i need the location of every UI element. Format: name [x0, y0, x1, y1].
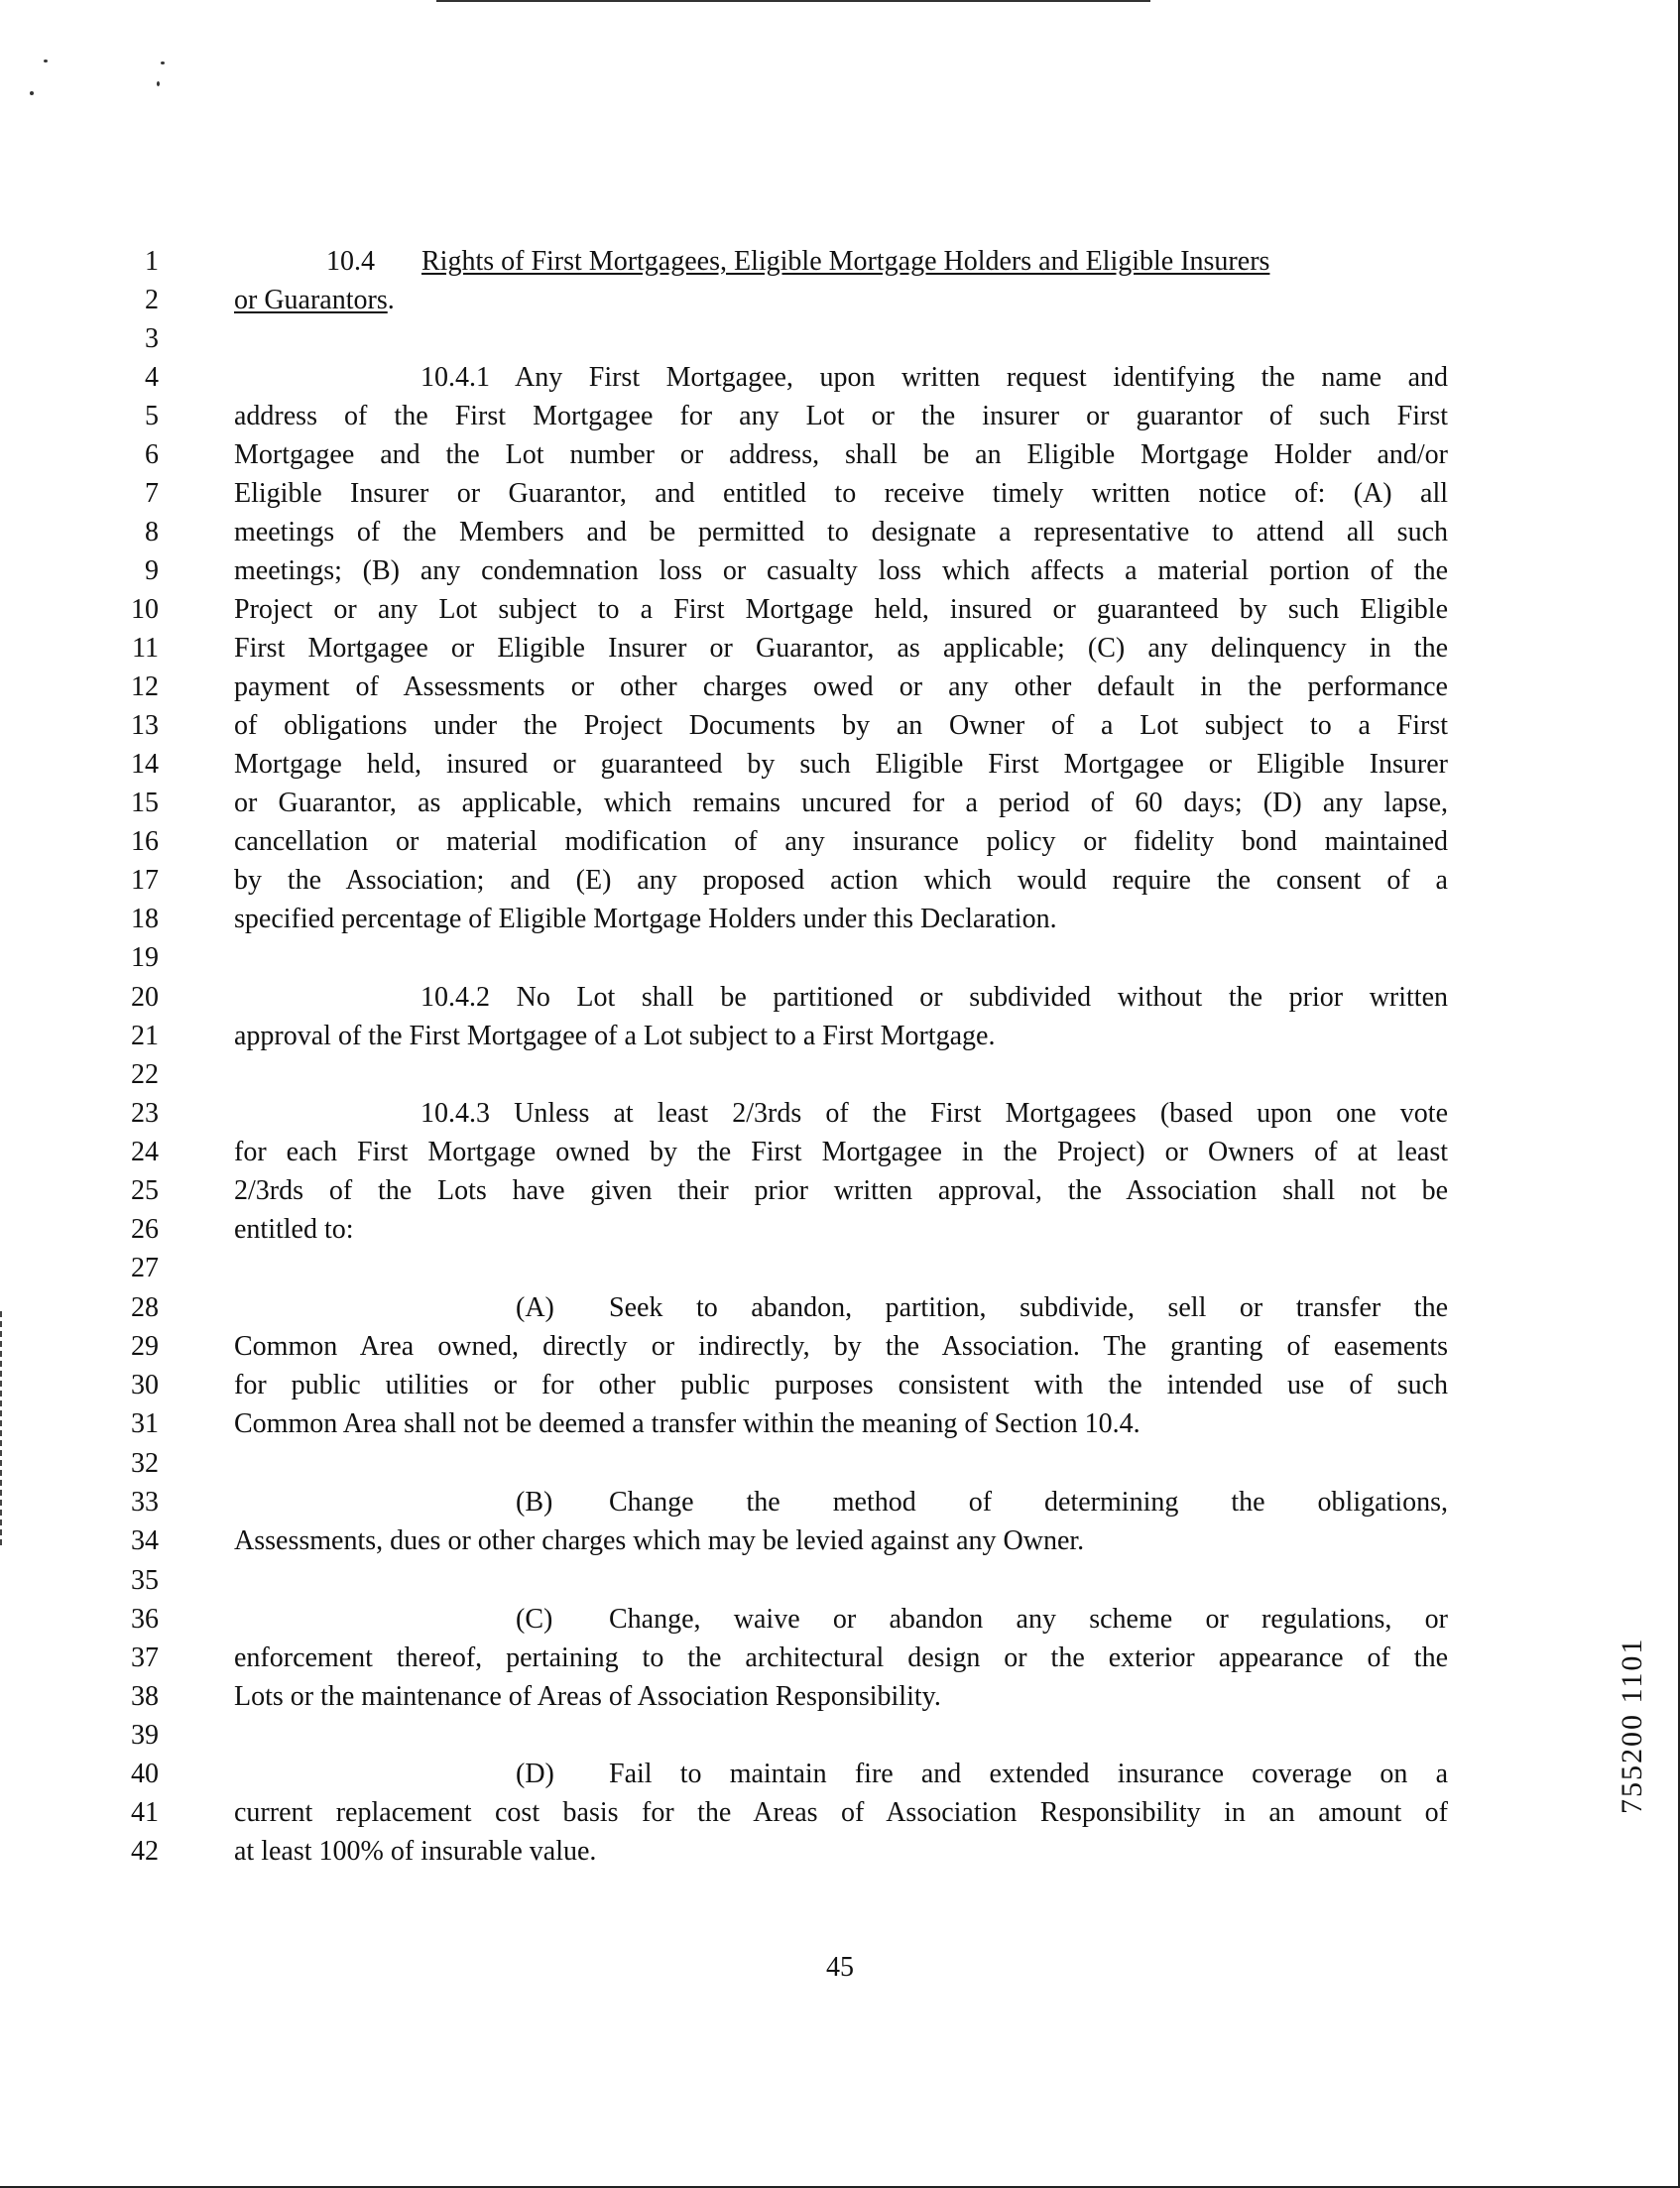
line-number: 35	[131, 1565, 159, 1596]
para-10-4-1-line: meetings of the Members and be permitted to designate a representative to attend all such	[234, 517, 1448, 547]
line-number: 27	[131, 1253, 159, 1283]
para-10-4-1-line: 10.4.1 Any First Mortgagee, upon written request identifying the name and	[420, 362, 1448, 393]
line-number: 3	[145, 323, 159, 354]
item-d-text: Fail to maintain fire and extended insurance coverage on a	[609, 1759, 1448, 1789]
line-number: 31	[131, 1408, 159, 1439]
para-10-4-3-line: 10.4.3 Unless at least 2/3rds of the First Mortgagees (based upon one vote	[420, 1098, 1448, 1129]
para-10-4-1-line: Mortgage held, insured or guaranteed by such Eligible First Mortgagee or Eligible Insurer	[234, 749, 1448, 780]
item-c-text: Change, waive or abandon any scheme or regulations, or	[609, 1604, 1448, 1635]
line-number: 36	[131, 1604, 159, 1635]
line-number: 24	[131, 1137, 159, 1167]
item-a-text: Seek to abandon, partition, subdivide, sell or transfer the	[609, 1292, 1448, 1323]
item-c-label: (C)	[516, 1604, 553, 1635]
line-number: 6	[145, 439, 159, 470]
line-number: 41	[131, 1797, 159, 1828]
item-a-first-line	[516, 1294, 1448, 1324]
line-number: 18	[131, 904, 159, 934]
line-number: 28	[131, 1292, 159, 1323]
section-heading-10-4	[326, 248, 1448, 278]
line-number: 34	[131, 1525, 159, 1556]
line-number: 4	[145, 362, 159, 393]
line-number: 19	[131, 942, 159, 973]
item-d-line: at least 100% of insurable value.	[234, 1836, 597, 1867]
item-a-label: (A)	[516, 1292, 554, 1323]
line-number: 21	[131, 1021, 159, 1051]
para-10-4-1-line: First Mortgagee or Eligible Insurer or Guarantor, as applicable; (C) any delinquency in the	[234, 633, 1448, 664]
para-10-4-3-line: entitled to:	[234, 1214, 354, 1245]
line-number: 38	[131, 1681, 159, 1712]
section-number: 10.4	[326, 246, 375, 277]
line-number: 5	[145, 401, 159, 431]
recording-stamp: 755200 1101	[1616, 1637, 1648, 1815]
line-number: 2	[145, 285, 159, 315]
page-number: 45	[826, 1952, 854, 1983]
item-c-line: Lots or the maintenance of Areas of Association Responsibility.	[234, 1681, 941, 1712]
line-number: 17	[131, 865, 159, 896]
line-number: 26	[131, 1214, 159, 1245]
line-number: 23	[131, 1098, 159, 1129]
para-10-4-1-line: specified percentage of Eligible Mortgage Holders under this Declaration.	[234, 904, 1057, 934]
section-heading-10-4-cont	[234, 287, 1448, 316]
line-number: 37	[131, 1642, 159, 1673]
section-title-period: .	[387, 285, 395, 315]
line-number: 32	[131, 1448, 159, 1479]
para-10-4-1-line: Project or any Lot subject to a First Mortgage held, insured or guaranteed by such Eligible	[234, 594, 1448, 625]
line-number: 22	[131, 1059, 159, 1090]
item-a-line: for public utilities or for other public purposes consistent with the intended use of such	[234, 1370, 1448, 1400]
line-number: 13	[131, 710, 159, 741]
line-number: 8	[145, 517, 159, 547]
line-number: 39	[131, 1720, 159, 1751]
para-10-4-3-line: for each First Mortgage owned by the First Mortgagee in the Project) or Owners of at least	[234, 1137, 1448, 1167]
line-number: 1	[145, 246, 159, 277]
para-10-4-1-line: of obligations under the Project Documents by an Owner of a Lot subject to a First	[234, 710, 1448, 741]
para-10-4-1-line: Eligible Insurer or Guarantor, and entitled to receive timely written notice of: (A) all	[234, 478, 1448, 509]
para-10-4-1-line: address of the First Mortgagee for any Lot or the insurer or guarantor of such First	[234, 401, 1448, 431]
item-c-line: enforcement thereof, pertaining to the architectural design or the exterior appearance of the	[234, 1642, 1448, 1673]
scan-top-rule	[436, 0, 1150, 2]
line-number: 11	[132, 633, 159, 664]
line-number: 29	[131, 1331, 159, 1362]
item-d-line: current replacement cost basis for the Areas of Association Responsibility in an amount of	[234, 1797, 1448, 1828]
line-number: 40	[131, 1759, 159, 1789]
line-number: 42	[131, 1836, 159, 1867]
para-10-4-1-line: payment of Assessments or other charges owed or any other default in the performance	[234, 671, 1448, 702]
line-number: 16	[131, 826, 159, 857]
line-number: 30	[131, 1370, 159, 1400]
para-10-4-1-line: meetings; (B) any condemnation loss or casualty loss which affects a material portion of the	[234, 555, 1448, 586]
item-b-first-line	[516, 1489, 1448, 1519]
item-b-label: (B)	[516, 1487, 553, 1518]
para-10-4-3-line: 2/3rds of the Lots have given their prior written approval, the Association shall not be	[234, 1175, 1448, 1206]
item-a-line: Common Area owned, directly or indirectly, by the Association. The granting of easements	[234, 1331, 1448, 1362]
item-d-first-line	[516, 1761, 1448, 1790]
section-title-line1: Rights of First Mortgagees, Eligible Mortgage Holders and Eligible Insurers	[421, 246, 1270, 277]
line-number: 9	[145, 555, 159, 586]
para-10-4-2-line: 10.4.2 No Lot shall be partitioned or subdivided without the prior written	[420, 982, 1448, 1013]
item-c-first-line	[516, 1606, 1448, 1636]
line-number: 25	[131, 1175, 159, 1206]
item-d-label: (D)	[516, 1759, 554, 1789]
para-10-4-1-line: by the Association; and (E) any proposed action which would require the consent of a	[234, 865, 1448, 896]
line-number: 14	[131, 749, 159, 780]
line-number: 33	[131, 1487, 159, 1518]
item-a-line: Common Area shall not be deemed a transfer within the meaning of Section 10.4.	[234, 1408, 1140, 1439]
line-number: 10	[131, 594, 159, 625]
para-10-4-1-line: Mortgagee and the Lot number or address, shall be an Eligible Mortgage Holder and/or	[234, 439, 1448, 470]
line-number: 12	[131, 671, 159, 702]
para-10-4-2-line: approval of the First Mortgagee of a Lot subject to a First Mortgage.	[234, 1021, 996, 1051]
para-10-4-1-line: cancellation or material modification of any insurance policy or fidelity bond maintained	[234, 826, 1448, 857]
para-10-4-1-line: or Guarantor, as applicable, which remains uncured for a period of 60 days; (D) any lapse,	[234, 788, 1448, 818]
line-number: 20	[131, 982, 159, 1013]
item-b-text: Change the method of determining the obligations,	[609, 1487, 1448, 1518]
section-title-line2: or Guarantors	[234, 285, 388, 315]
line-number: 15	[131, 788, 159, 818]
item-b-line: Assessments, dues or other charges which may be levied against any Owner.	[234, 1525, 1085, 1556]
line-number: 7	[145, 478, 159, 509]
